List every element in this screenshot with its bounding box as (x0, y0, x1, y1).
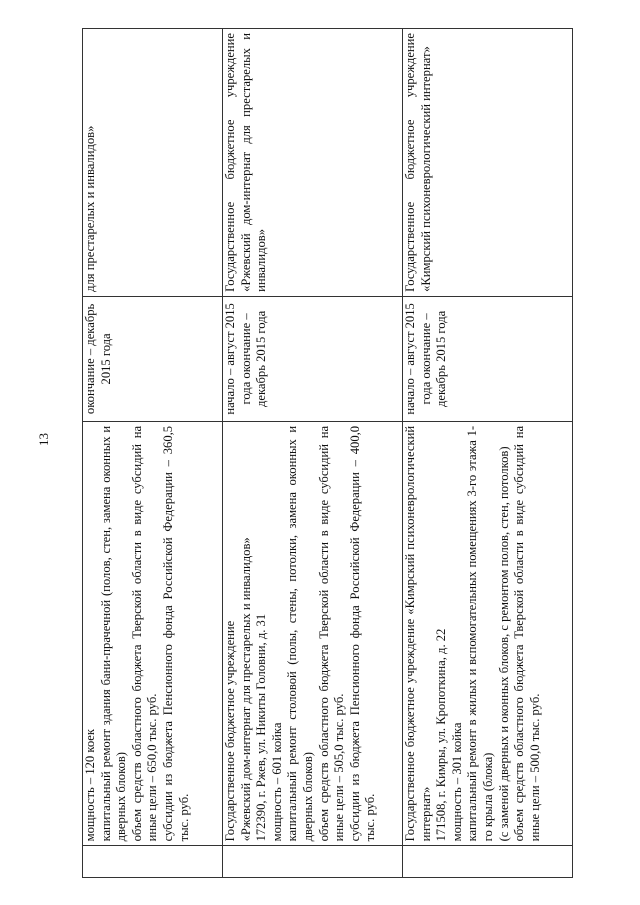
object-cell (83, 421, 223, 846)
page-number: 13 (36, 433, 51, 446)
object-line: объем средств областного бюджета Тверской области в виде субсидий на иные цели – 650,0 тыс. руб. (129, 425, 160, 842)
object-line: мощность – 601 койка (269, 722, 284, 842)
object-line: Государственное бюджетное учреждение «Кимрский психоневрологический интернат» (403, 425, 433, 842)
table-row (83, 29, 223, 878)
object-line: субсидии из бюджета Пенсионного фонда Российской Федерации – 360,5 тыс. руб. (160, 425, 191, 842)
institution-cell: для престарелых и инвалидов» (83, 29, 223, 297)
period-cell: начало – август 2015 года окончание – декабрь 2015 года (403, 296, 573, 421)
period-cell: окончание – декабрь 2015 года (83, 296, 223, 421)
rotated-page (82, 28, 572, 878)
object-line: «Ржевский дом-интернат для престарелых и инвалидов» (238, 537, 253, 842)
period-cell: начало – август 2015 года окончание – декабрь 2015 года (223, 296, 403, 421)
index-cell (403, 846, 573, 878)
object-cell (403, 421, 573, 846)
index-cell (83, 846, 223, 878)
object-line: капитальный ремонт в жилых и вспомогательных помещениях 3-го этажа 1-го крыла (блока) (465, 425, 495, 842)
institution-cell: Государственное бюджетное учреждение «Ржевский дом-интернат для престарелых и инвалидов» (223, 29, 403, 297)
index-cell (223, 846, 403, 878)
object-line: объем средств областного бюджета Тверской области в виде субсидий на иные цели – 500,0 тыс. руб. (512, 425, 542, 842)
object-line: мощность – 120 коек (83, 728, 97, 842)
object-line: мощность – 301 койка (449, 722, 464, 842)
object-line: капитальный ремонт столовой (полы, стены, потолки, замена оконных и дверных блоков) (285, 425, 315, 842)
object-line: 172390, г. Ржев, ул. Никиты Головни, д. 31 (254, 613, 269, 842)
object-line: субсидии из бюджета Пенсионного фонда Российской Федерации – 400,0 тыс. руб. (347, 425, 378, 842)
object-line: объем средств областного бюджета Тверской области в виде субсидий на иные цели – 505,0 тыс. руб. (316, 425, 347, 842)
table-row (403, 29, 573, 878)
object-line: (с заменой дверных и оконных блоков, с ремонтом полов, стен, потолков) (496, 446, 511, 842)
object-line: 171508, г. Кимры, ул. Кропоткина, д. 22 (434, 628, 449, 842)
institution-cell: Государственное бюджетное учреждение «Кимрский психоневрологический интернат» (403, 29, 573, 297)
table-row (223, 29, 403, 878)
object-cell (223, 421, 403, 846)
object-line: Государственное бюджетное учреждение (223, 620, 237, 842)
capital-repair-table (82, 28, 573, 878)
object-line: капитальный ремонт здания бани-прачечной (полов, стен, замена оконных и дверных блоков) (98, 425, 129, 842)
